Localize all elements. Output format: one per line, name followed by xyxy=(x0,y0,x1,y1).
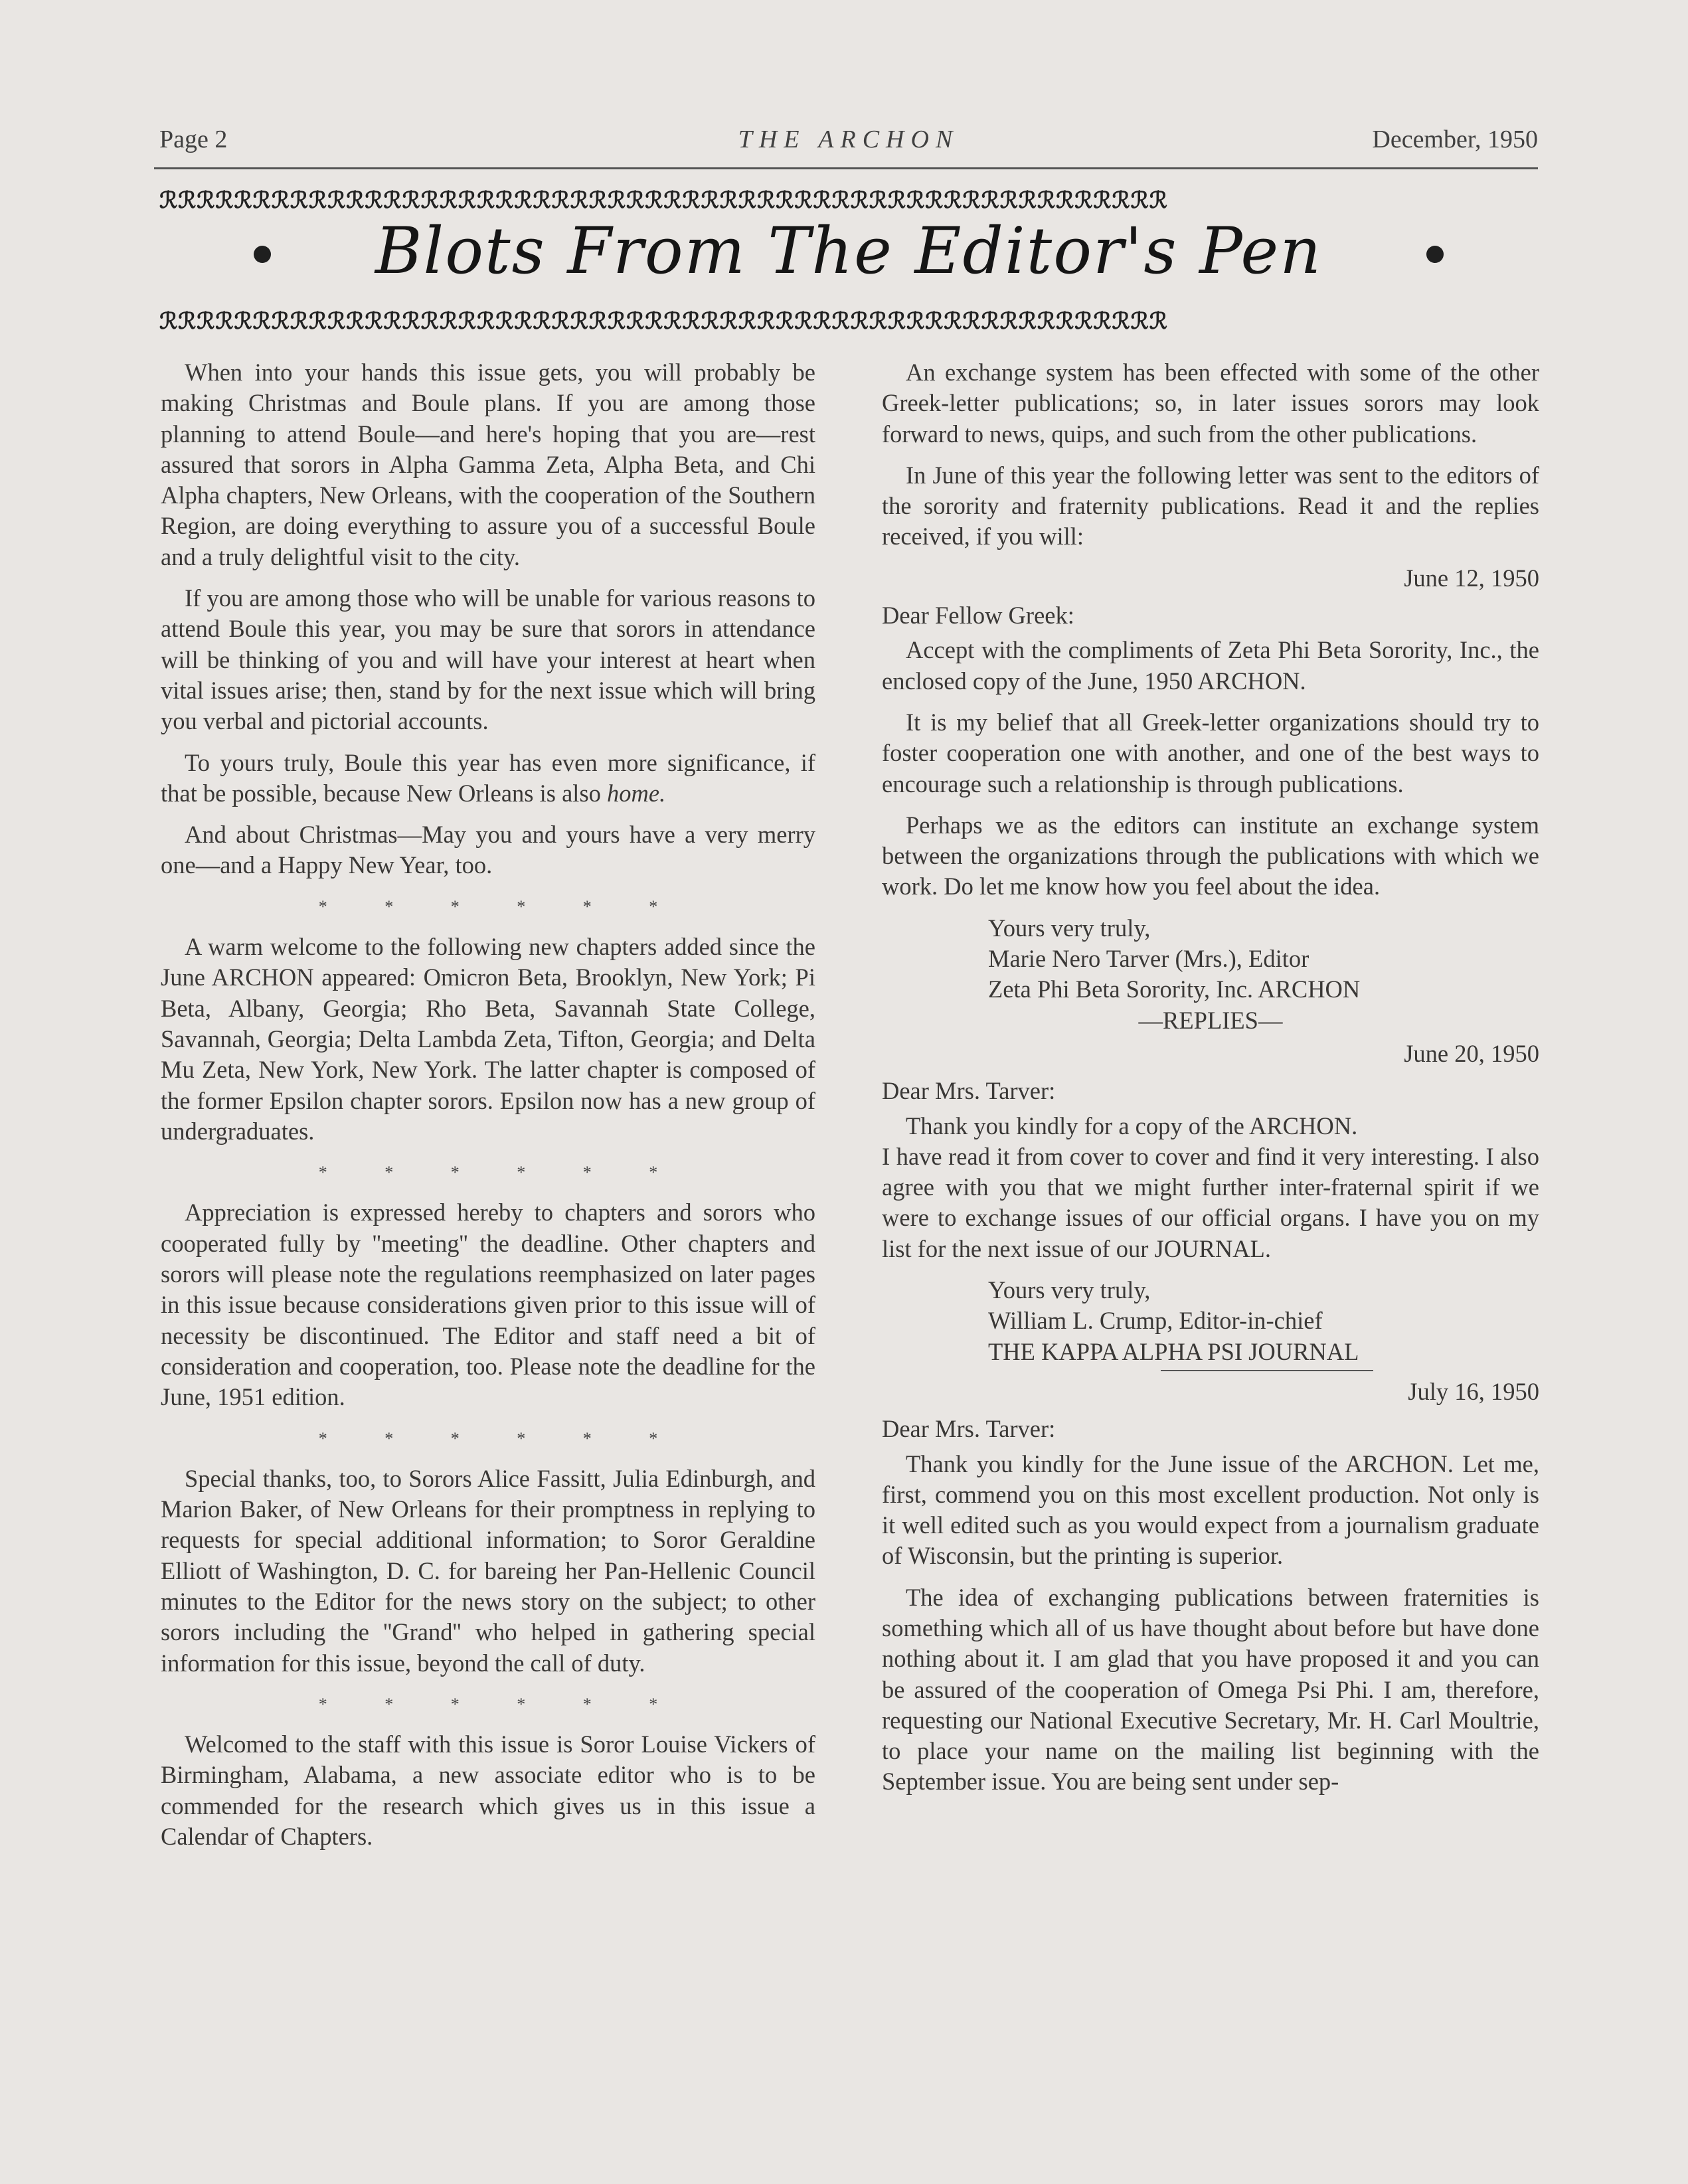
section-separator: * * * * * * xyxy=(318,1694,685,1714)
publication-name: THE ARCHON xyxy=(738,126,960,153)
left-column xyxy=(161,357,815,1863)
letter-paragraph: Perhaps we as the editors can institute an exchange system between the organizations through the publications with which we work. Do let me know how you feel about the idea. xyxy=(882,811,1539,900)
letter-closing: Yours very truly, xyxy=(988,1276,1151,1304)
letter-divider xyxy=(1161,1370,1373,1371)
letter-paragraph: Thank you kindly for a copy of the ARCHON. xyxy=(906,1112,1358,1139)
running-head xyxy=(159,125,1538,165)
letter-signature-org: THE KAPPA ALPHA PSI JOURNAL xyxy=(988,1337,1359,1365)
paragraph: A warm welcome to the following new chapters added since the June ARCHON appeared: Omicron Beta, Brooklyn, New York; Pi Beta, Albany, Georgia; Rho Beta, Savannah State College, Savannah, Georgia; Delta Lambda Zeta, Tifton, Georgia; and Delta Mu Zeta, New York, New York. The latter chapter is composed of the former Epsilon chapter sorors. Epsilon now has a new group of undergraduates. xyxy=(161,933,815,1145)
section-separator: * * * * * * xyxy=(318,1163,685,1183)
paragraph: An exchange system has been effected with some of the other Greek-letter publications; so, in later issues sorors may look forward to news, quips, and such from the other publications. xyxy=(882,359,1539,448)
letter-signature: William L. Crump, Editor-in-chief xyxy=(988,1307,1323,1335)
page-title: Blots From The Editor's Pen xyxy=(375,214,1323,288)
paragraph: If you are among those who will be unable for various reasons to attend Boule this year, you may be sure that sorors in attendance will be thinking of you and will have your interest at heart when vital issues arise; then, stand by for the next issue which will bring you verbal and pictorial accounts. xyxy=(161,584,815,735)
section-separator: * * * * * * xyxy=(318,896,685,916)
paragraph: Appreciation is expressed hereby to chapters and sorors who cooperated fully by ''meeting'' the deadline. Other chapters and sorors will please note the regulations reemphasized on later pages in this issue because considerations given prior to this issue will of necessity be discontinued. The Editor and staff need a bit of consideration and cooperation, too. Please note the deadline for the June, 1951 edition. xyxy=(161,1199,815,1411)
paragraph: When into your hands this issue gets, you will probably be making Christmas and Boule plans. If you are among those planning to attend Boule—and here's hoping that you are—rest assured that sorors in Alpha Gamma Zeta, Alpha Beta, and Chi Alpha chapters, New Orleans, with the cooperation of the Southern Region, are doing everything to assure you of a successful Boule and a truly delightful visit to the city. xyxy=(161,359,815,570)
letter-salutation: Dear Mrs. Tarver: xyxy=(882,1415,1056,1443)
replies-heading: —REPLIES— xyxy=(1138,1006,1283,1034)
paragraph xyxy=(161,748,815,809)
letter-signature: Marie Nero Tarver (Mrs.), Editor xyxy=(988,945,1309,973)
paragraph-text: To yours truly, Boule this year has even more significance, if that be possible, because New Orleans is also xyxy=(161,748,815,807)
section-separator: * * * * * * xyxy=(318,1428,685,1448)
ornament-border-bottom: ℛℛℛℛℛℛℛℛℛℛℛℛℛℛℛℛℛℛℛℛℛℛℛℛℛℛℛℛℛℛℛℛℛℛℛℛℛℛℛℛℛℛℛℛℛℛℛℛℛℛℛℛℛℛ xyxy=(159,308,1168,335)
header-rule xyxy=(154,167,1538,169)
letter-paragraph: I have read it from cover to cover and find it very interesting. I also agree with you that we might further inter-fraternal spirit if we were to exchange issues of our official organs. I have you on my list for the next issue of our JOURNAL. xyxy=(882,1142,1539,1262)
paragraph: And about Christmas—May you and yours have a very merry one—and a Happy New Year, too. xyxy=(161,821,815,879)
letter-salutation: Dear Fellow Greek: xyxy=(882,602,1074,630)
emphasis: home. xyxy=(607,779,666,807)
letter-date: June 12, 1950 xyxy=(1404,564,1539,592)
paragraph: In June of this year the following letter was sent to the editors of the sorority and fraternity publications. Read it and the replies received, if you will: xyxy=(882,461,1539,550)
title-band xyxy=(159,214,1538,307)
letter-paragraph: It is my belief that all Greek-letter organizations should try to foster cooperation one with another, and one of the best ways to encourage such a relationship is through publications. xyxy=(882,708,1539,798)
paragraph: Special thanks, too, to Sorors Alice Fassitt, Julia Edinburgh, and Marion Baker, of New Orleans for their promptness in replying to requests for special additional information; to Soror Geraldine Elliott of Washington, D. C. for bareing her Pan-Hellenic Council minutes to the Editor for the news story on the subject; to other sorors including the ''Grand'' who helped in gathering special information for this issue, beyond the call of duty. xyxy=(161,1464,815,1677)
ornament-border-top: ℛℛℛℛℛℛℛℛℛℛℛℛℛℛℛℛℛℛℛℛℛℛℛℛℛℛℛℛℛℛℛℛℛℛℛℛℛℛℛℛℛℛℛℛℛℛℛℛℛℛℛℛℛℛ xyxy=(159,187,1168,214)
letter-paragraph: The idea of exchanging publications between fraternities is something which all of us have thought about before but have done nothing about it. I am glad that you have proposed it and you can be assured of the cooperation of Omega Psi Phi. I am, therefore, requesting our National Executive Secretary, Mr. H. Carl Moultrie, to place your name on the mailing list beginning with the September issue. You are being sent under sep- xyxy=(882,1583,1539,1796)
page-number: Page 2 xyxy=(159,126,228,153)
letter-salutation: Dear Mrs. Tarver: xyxy=(882,1077,1056,1105)
issue-date: December, 1950 xyxy=(1372,126,1538,153)
right-column xyxy=(882,357,1539,1808)
letter-closing: Yours very truly, xyxy=(988,914,1151,942)
title-bullet-right xyxy=(1426,246,1444,263)
letter-date: June 20, 1950 xyxy=(1404,1039,1539,1067)
letter-date: July 16, 1950 xyxy=(1408,1377,1539,1405)
letter-signature-org: Zeta Phi Beta Sorority, Inc. ARCHON xyxy=(988,975,1361,1003)
letter-paragraph: Accept with the compliments of Zeta Phi Beta Sorority, Inc., the enclosed copy of the June, 1950 ARCHON. xyxy=(882,636,1539,695)
paragraph: Welcomed to the staff with this issue is Soror Louise Vickers of Birmingham, Alabama, a new associate editor who is to be commended for the research which gives us in this issue a Calendar of Chapters. xyxy=(161,1730,815,1851)
letter-paragraph: Thank you kindly for the June issue of the ARCHON. Let me, first, commend you on this most excellent production. Not only is it well edited such as you would expect from a journalism graduate of Wisconsin, but the printing is superior. xyxy=(882,1450,1539,1570)
